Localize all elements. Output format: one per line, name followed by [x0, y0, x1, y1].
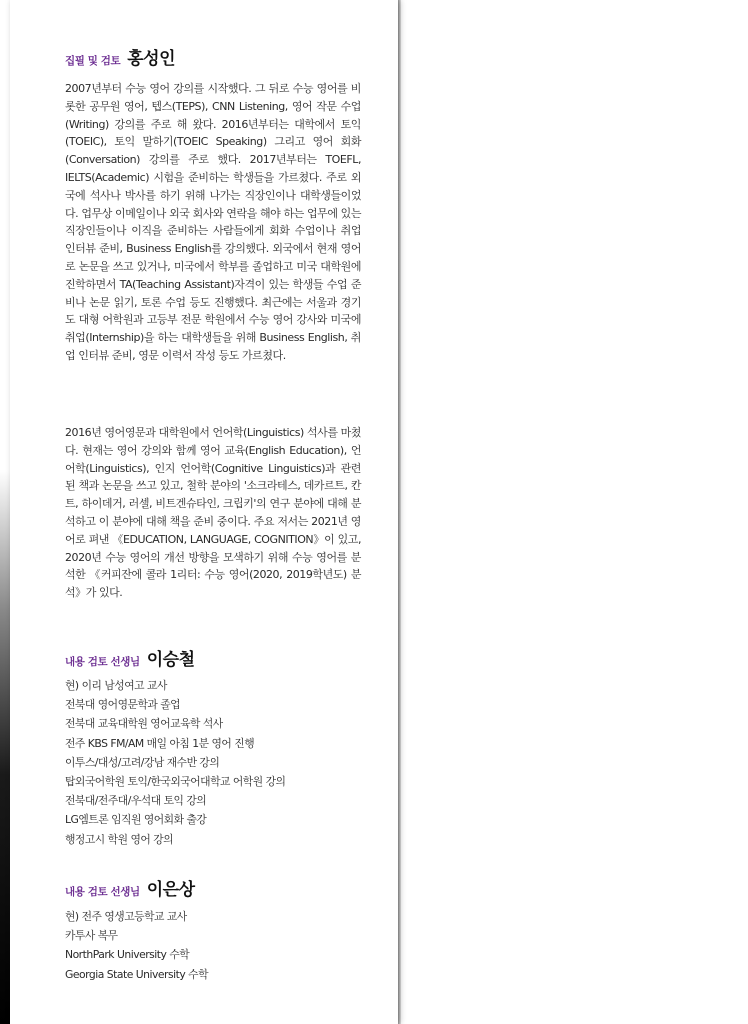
reviewer2-role-label: 내용 검토 선생님	[65, 886, 140, 898]
list-item: 전북대 영어영문학과 졸업	[65, 698, 181, 712]
reviewer1-role-label: 내용 검토 선생님	[65, 656, 140, 668]
reviewer1-name: 이승철	[146, 650, 195, 670]
reviewer2-name: 이은상	[146, 880, 195, 900]
list-item: 전북대 교육대학원 영어교육학 석사	[65, 717, 223, 731]
writer-heading	[65, 44, 175, 69]
list-item: 전북대/전주대/우석대 토익 강의	[65, 794, 207, 808]
list-item: 현) 전주 영생고등학교 교사	[65, 910, 187, 923]
reviewer2-career-list	[65, 907, 208, 984]
book-page	[10, 0, 398, 1024]
writer-role-label: 집필 및 검토	[65, 55, 121, 67]
list-item: 전주 KBS FM/AM 매일 아침 1분 영어 진행	[65, 736, 255, 750]
list-item: NorthPark University 수학	[65, 948, 190, 962]
list-item: 현) 이리 남성여고 교사	[65, 679, 167, 692]
page-edge-shadow	[398, 0, 401, 1024]
writer-bio-paragraph-1: 2007년부터 수능 영어 강의를 시작했다. 그 뒤로 수능 영어를 비롯한 공무원 영어, 텝스(TEPS), CNN Listening, 영어 작문 수업(Writing) 강의를 주로 해 왔다. 2016년부터는 대학에서 토익(TOEIC), 토익 말하기(TOEIC Speaking) 그리고 영어 회화(Conversation) 강의를 주로 했다. 2017년부터는 TOEFL, IELTS(Academic) 시험을 준비하는 학생들을 가르쳤다. 주로 외국에 석사나 박사를 하기 위해 나가는 직장인이나 대학생들이었다. 업무상 이메일이나 외국 회사와 연락을 해야 하는 업무에 있는 직장인들이나 이직을 준비하는 사람들에게 회화 수업이나 취업 인터뷰 준비, Business English를 강의했다. 외국에서 현재 영어로 논문을 쓰고 있거나, 미국에서 학부를 졸업하고 미국 대학원에 진학하면서 TA(Teaching Assistant)자격이 있는 학생들 수업 준비나 논문 읽기, 토론 수업 등도 진행했다. 최근에는 서울과 경기도 대형 어학원과 고등부 전문 학원에서 수능 영어 강사와 미국에 취업(Internship)을 하는 대학생들을 위해 Business English, 취업 인터뷰 준비, 영문 이력서 작성 등도 가르쳤다.	[65, 82, 361, 362]
writer-name: 홍성인	[127, 49, 176, 69]
page-binding-shadow	[0, 470, 10, 1024]
list-item: 탑외국어학원 토익/한국외국어대학교 어학원 강의	[65, 775, 286, 789]
list-item: Georgia State University 수학	[65, 967, 209, 981]
writer-bio-paragraph-2: 2016년 영어영문과 대학원에서 언어학(Linguistics) 석사를 마쳤다. 현재는 영어 강의와 함께 영어 교육(English Education), 언어학(Linguistics), 인지 언어학(Cognitive Linguistics)과 관련된 책과 논문을 쓰고 있고, 철학 분야의 '소크라테스, 데카르트, 칸트, 하이데거, 러셀, 비트겐슈타인, 크립키'의 연구 분야에 대해 분석하고 이 분야에 대해 책을 준비 중이다. 주요 저서는 2021년 영어로 펴낸 《EDUCATION, LANGUAGE, COGNITION》이 있고, 2020년 수능 영어의 개선 방향을 모색하기 위해 수능 영어를 분석한 《커피잔에 콜라 1리터: 수능 영어(2020, 2019학년도) 분석》가 있다.	[65, 426, 361, 600]
list-item: 카투사 복무	[65, 929, 118, 943]
list-item: 이투스/대성/고려/강남 재수반 강의	[65, 755, 220, 769]
list-item: 행정고시 학원 영어 강의	[65, 832, 174, 846]
list-item: LG엠트론 임직원 영어회화 출강	[65, 813, 207, 827]
reviewer1-career-list	[65, 676, 285, 849]
reviewer1-heading	[65, 645, 195, 670]
reviewer2-heading	[65, 875, 195, 900]
